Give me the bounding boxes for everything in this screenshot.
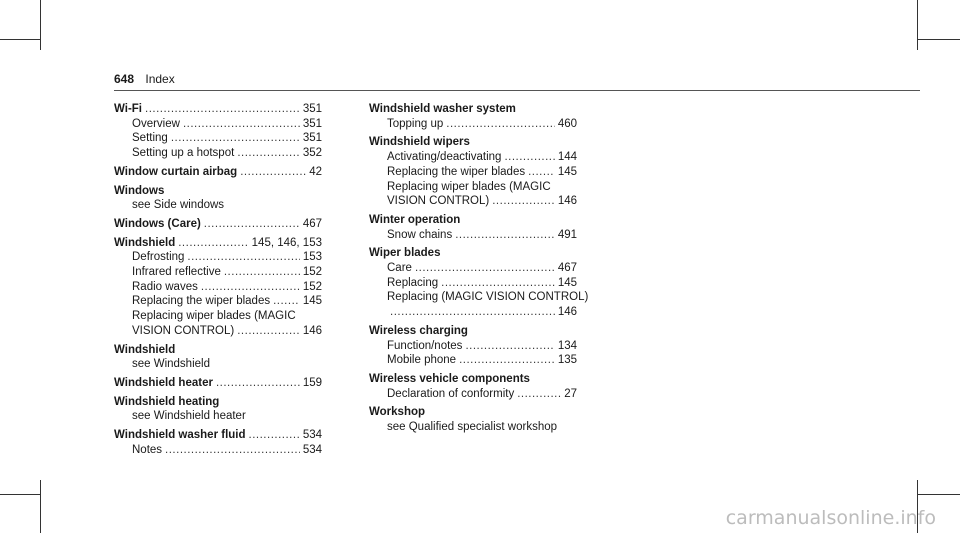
index-entry (369, 102, 577, 131)
dot-leader (465, 339, 554, 354)
dot-leader (240, 165, 306, 180)
index-subentry-text: see Windshield heater (132, 410, 246, 423)
index-entry-line (114, 343, 322, 358)
index-subentry (369, 290, 589, 305)
index-subentry-text: VISION CONTROL) (387, 195, 490, 208)
index-entry-line (114, 184, 322, 199)
crop-mark (0, 39, 40, 40)
crop-mark (0, 494, 40, 495)
page-reference: 491 (557, 228, 577, 241)
index-subentry (369, 194, 577, 209)
index-entry-line (369, 405, 577, 420)
page-reference: 145 (557, 276, 577, 289)
index-term: Windshield (114, 236, 176, 249)
index-subentry-text: Function/notes (387, 339, 463, 352)
index-subentry (369, 420, 577, 435)
index-entry-line (114, 428, 322, 443)
index-term: Windows (114, 184, 165, 197)
index-subentry-text: Declaration of conformity (387, 387, 515, 400)
index-subentry-text: see Qualified specialist workshop (387, 421, 558, 434)
index-entry-line (114, 376, 322, 391)
index-term: Winter operation (369, 213, 461, 226)
dot-leader (441, 276, 555, 291)
dot-leader (390, 305, 555, 320)
index-term: Windshield heater (114, 376, 213, 389)
dot-leader (183, 117, 300, 132)
index-entry (369, 372, 577, 401)
dot-leader (249, 428, 300, 443)
index-entry-line (114, 102, 322, 117)
dot-leader (459, 353, 555, 368)
index-term: Workshop (369, 406, 426, 419)
index-subentry-text: Topping up (387, 117, 444, 130)
page-reference: 159 (302, 376, 322, 389)
index-entry-line (369, 324, 577, 339)
index-subentry (114, 198, 322, 213)
header-rule (114, 90, 920, 91)
index-subentry-text: Overview (132, 117, 180, 130)
dot-leader (415, 261, 555, 276)
dot-leader (216, 376, 300, 391)
index-entry (114, 236, 322, 339)
dot-leader (455, 228, 555, 243)
index-subentry (369, 305, 577, 320)
page-reference: 152 (302, 266, 322, 279)
page-reference: 467 (302, 217, 322, 230)
index-entry (114, 184, 322, 213)
index-subentry-text: Defrosting (132, 251, 185, 264)
index-entry-line (369, 102, 577, 117)
index-subentry-text: Care (387, 262, 412, 275)
page-reference: 145 (557, 165, 577, 178)
page-reference: 534 (302, 429, 322, 442)
index-subentry (114, 280, 322, 295)
index-term: Wiper blades (369, 247, 441, 260)
index-subentry (114, 443, 322, 458)
index-subentry-text: Setting (132, 132, 168, 145)
index-subentry-text: Notes (132, 443, 163, 456)
page-reference: 351 (302, 103, 322, 115)
index-subentry (114, 250, 322, 265)
index-entry-line (114, 165, 322, 180)
index-term: Windshield wipers (369, 136, 470, 149)
index-subentry (369, 150, 577, 165)
index-subentry (369, 261, 577, 276)
index-subentry (369, 339, 577, 354)
index-entry (114, 376, 322, 391)
index-subentry (114, 324, 322, 339)
index-term: Windshield washer fluid (114, 429, 246, 442)
index-subentry (114, 131, 322, 146)
page-reference: 467 (557, 262, 577, 275)
page-reference: 351 (302, 117, 322, 130)
page-reference: 145, 146, 153 (251, 236, 322, 249)
dot-leader (145, 102, 300, 117)
index-entry-line (369, 135, 577, 150)
page-reference: 42 (309, 165, 322, 178)
index-subentry-text: Activating/deactivating (387, 151, 502, 164)
crop-mark (917, 0, 918, 50)
index-entry (114, 343, 322, 372)
dot-leader (204, 217, 300, 232)
index-subentry-text: Replacing (MAGIC VISION CONTROL) (387, 291, 589, 304)
page-reference: 144 (557, 151, 577, 164)
index-entry (114, 395, 322, 424)
index-entry (369, 324, 577, 368)
dot-leader (517, 387, 561, 402)
index-subentry (369, 180, 577, 195)
index-subentry (369, 276, 577, 291)
index-subentry-text: Replacing wiper blades (MAGIC (132, 310, 296, 323)
crop-mark (918, 494, 960, 495)
index-subentry-text: Radio waves (132, 280, 198, 293)
page-reference: 534 (302, 443, 322, 456)
dot-leader (165, 443, 300, 458)
index-subentry (369, 117, 577, 132)
index-subentry (114, 294, 322, 309)
index-column-right (369, 102, 589, 439)
index-subentry (114, 117, 322, 132)
index-subentry-text: Replacing wiper blades (MAGIC (387, 180, 551, 193)
index-subentry (369, 165, 577, 180)
index-term: Wireless vehicle components (369, 372, 530, 385)
index-entry (114, 217, 322, 232)
index-entry-line (369, 213, 577, 228)
crop-mark (918, 39, 960, 40)
index-entry (369, 405, 577, 434)
index-term: Windshield washer system (369, 103, 516, 115)
index-subentry-text: Replacing (387, 276, 439, 289)
page-reference: 145 (302, 295, 322, 308)
dot-leader (187, 250, 299, 265)
index-entry (369, 135, 577, 209)
crop-mark (40, 480, 41, 533)
index-subentry (369, 228, 577, 243)
index-subentry-text: Snow chains (387, 228, 453, 241)
index-subentry-text: Setting up a hotspot (132, 147, 235, 160)
index-term: Windshield (114, 343, 176, 356)
page-reference: 146 (557, 306, 577, 319)
index-term: Wireless charging (369, 324, 468, 337)
dot-leader (201, 280, 300, 295)
page-reference: 146 (302, 324, 322, 337)
page-reference: 152 (302, 280, 322, 293)
index-subentry-text: VISION CONTROL) (132, 324, 235, 337)
index-entry-line (369, 372, 577, 387)
index-entry (369, 213, 577, 242)
index-term: Windows (Care) (114, 217, 201, 230)
dot-leader (446, 117, 555, 132)
index-entry-line (114, 236, 322, 251)
index-subentry (114, 309, 322, 324)
page-reference: 27 (564, 387, 577, 400)
crop-mark (40, 0, 41, 50)
dot-leader (171, 131, 300, 146)
page-header (114, 72, 175, 86)
page-reference: 460 (557, 117, 577, 130)
page-reference: 135 (557, 354, 577, 367)
index-term: Window curtain airbag (114, 165, 238, 178)
dot-leader (528, 165, 555, 180)
page-reference: 146 (557, 195, 577, 208)
index-subentry-text: Infrared reflective (132, 266, 221, 279)
dot-leader (237, 146, 300, 161)
index-subentry (114, 146, 322, 161)
dot-leader (178, 236, 248, 251)
index-subentry-text: Mobile phone (387, 354, 457, 367)
index-entry (114, 428, 322, 457)
dot-leader (237, 324, 300, 339)
index-subentry-text: Replacing the wiper blades (387, 165, 526, 178)
index-entry-line (114, 395, 322, 410)
index-subentry (114, 409, 322, 424)
page-reference: 153 (302, 251, 322, 264)
index-subentry-text: see Side windows (132, 199, 225, 212)
dot-leader (492, 194, 555, 209)
watermark: carmanualsonline.info (725, 507, 936, 529)
section-title: Index (145, 72, 175, 86)
index-subentry (114, 265, 322, 280)
index-entry-line (114, 217, 322, 232)
page-reference: 134 (557, 339, 577, 352)
index-entry-line (369, 246, 577, 261)
index-entry (369, 246, 589, 320)
dot-leader (504, 150, 554, 165)
index-entry (114, 165, 322, 180)
index-subentry (369, 353, 577, 368)
page-reference: 351 (302, 132, 322, 145)
index-subentry (114, 357, 322, 372)
index-subentry (369, 387, 577, 402)
index-term: Windshield heating (114, 395, 220, 408)
page-number: 648 (114, 72, 135, 86)
dot-leader (273, 294, 300, 309)
index-entry (114, 102, 322, 161)
dot-leader (224, 265, 300, 280)
index-column-left (114, 102, 322, 461)
page-reference: 352 (302, 147, 322, 160)
index-subentry-text: see Windshield (132, 358, 210, 371)
index-term: Wi-Fi (114, 103, 142, 115)
index-subentry-text: Replacing the wiper blades (132, 295, 271, 308)
